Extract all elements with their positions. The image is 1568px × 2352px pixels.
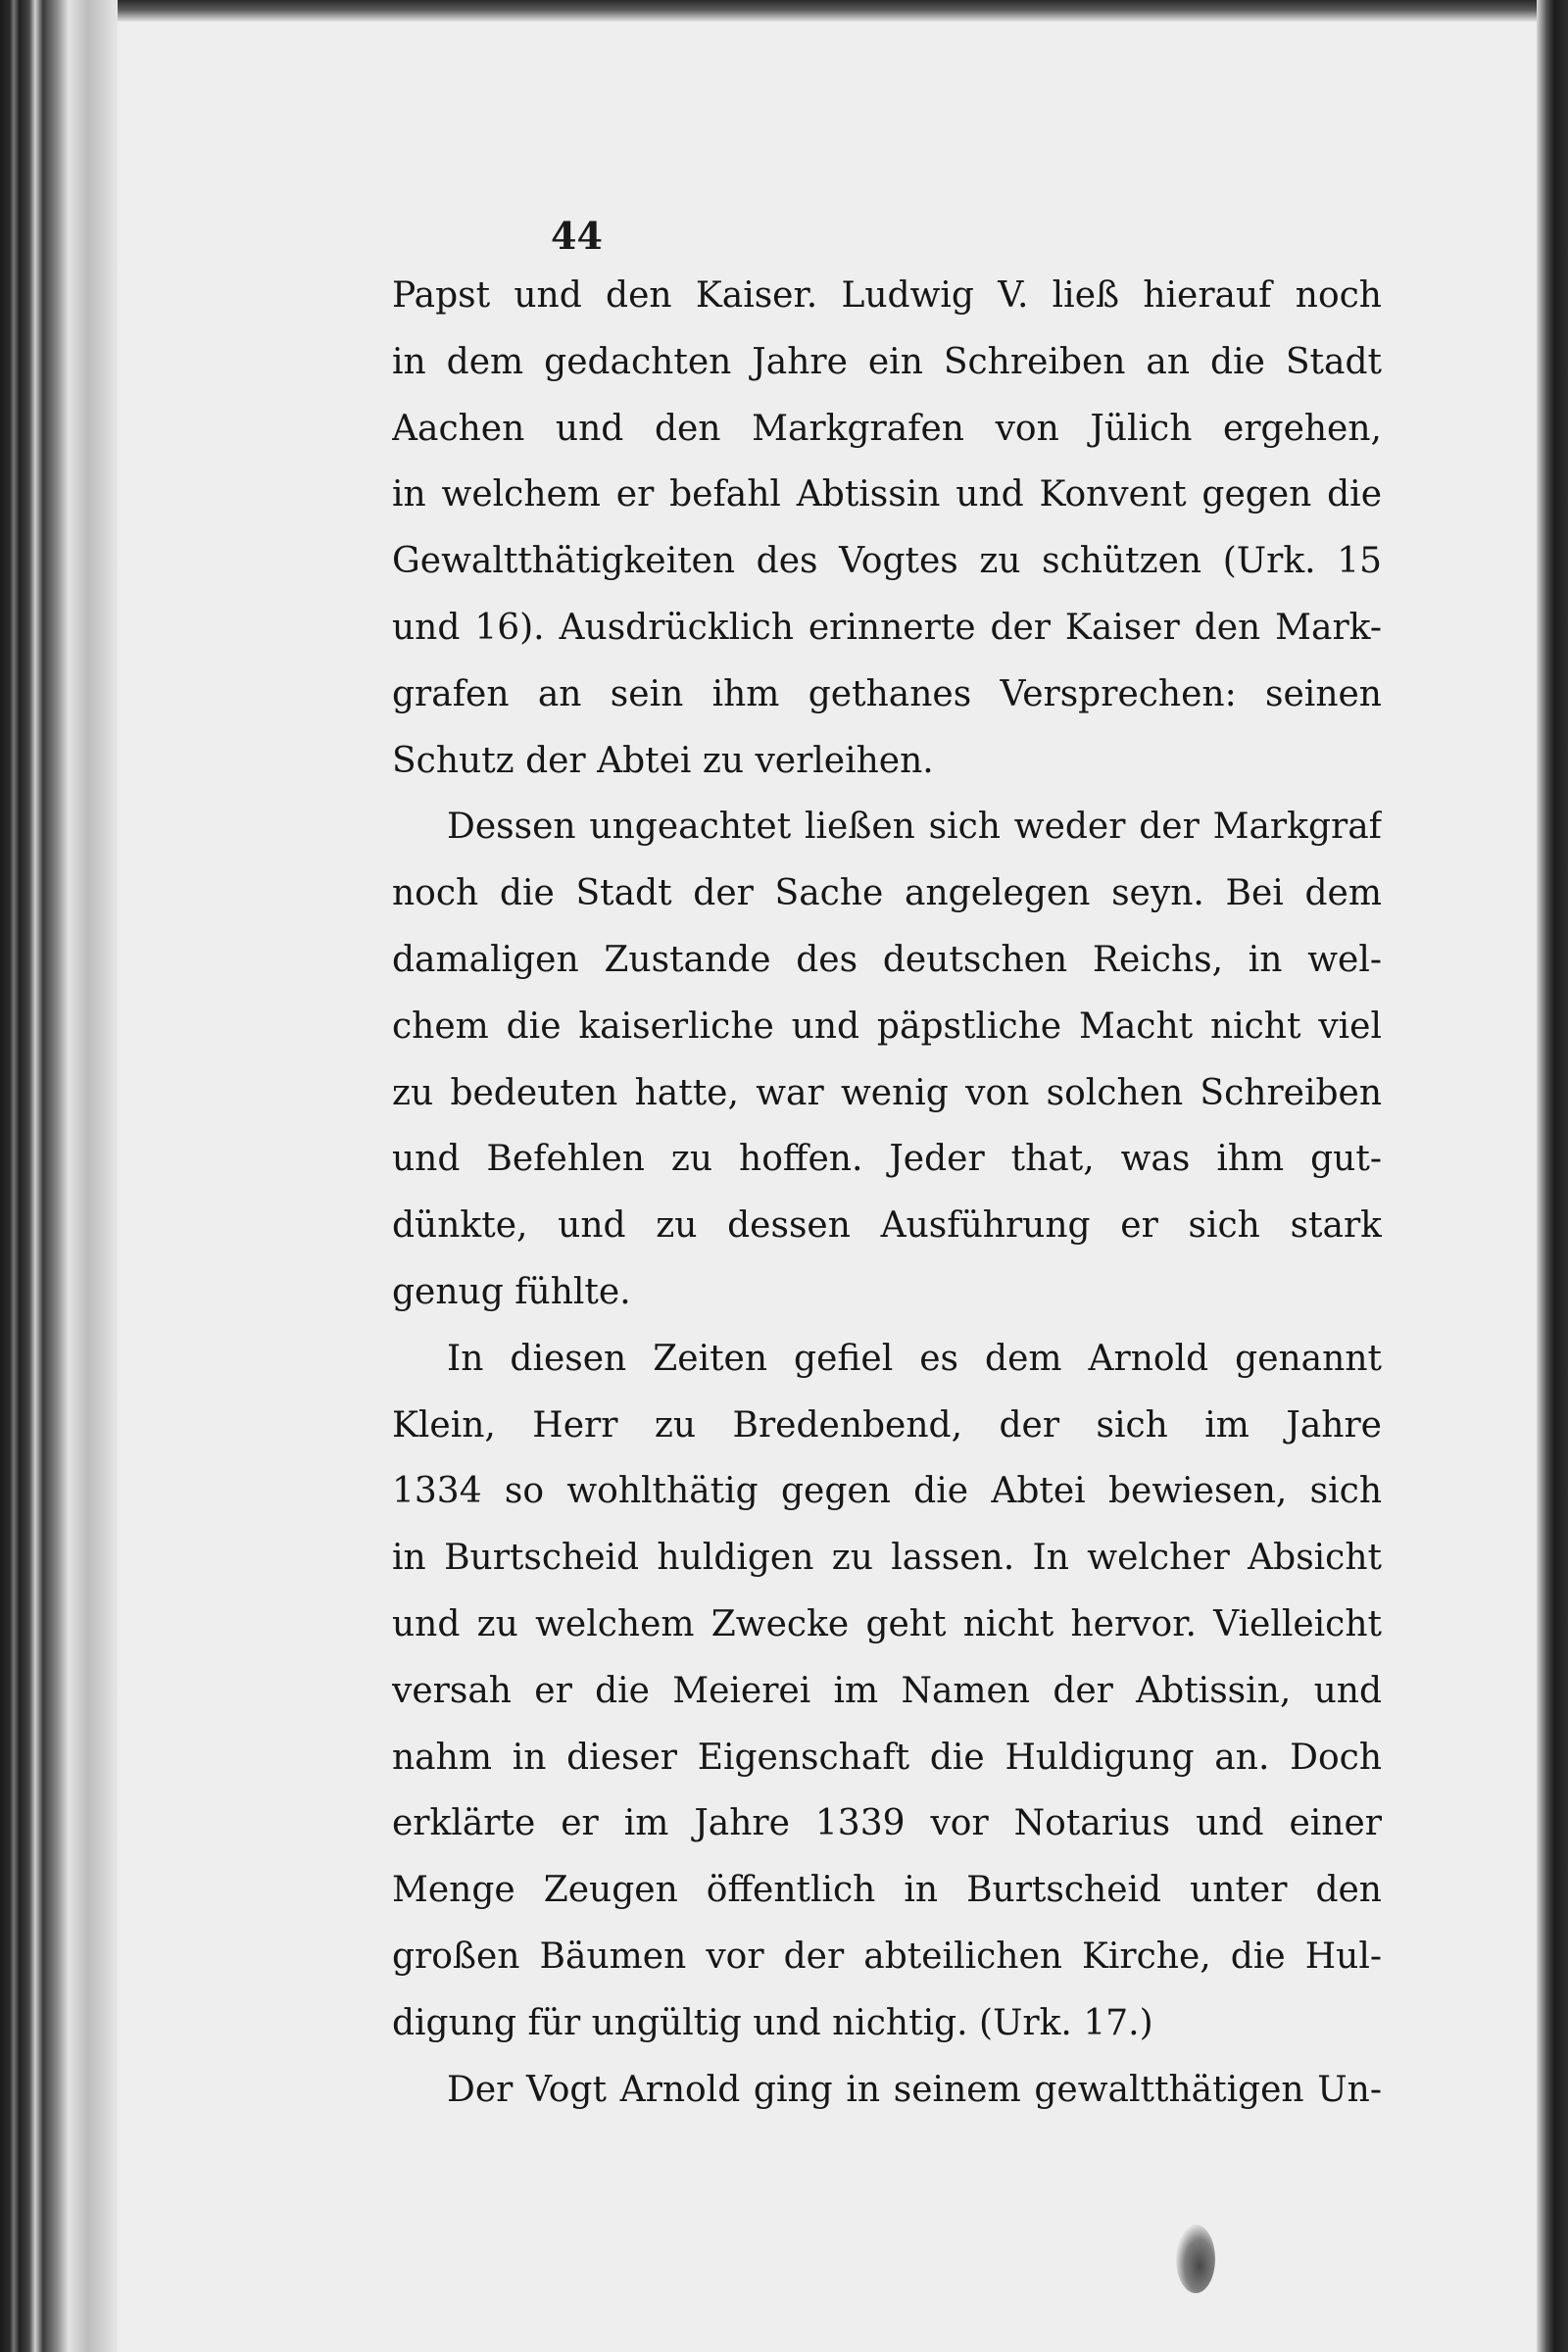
top-page-edge bbox=[118, 0, 1537, 22]
body-text bbox=[392, 263, 1382, 2123]
text-line: damaligen Zustande des deutschen Reichs, in wel- bbox=[392, 939, 1382, 980]
text-line: versah er die Meierei im Namen der Abtissin, und bbox=[392, 1670, 1382, 1711]
text-line: Dessen ungeachtet ließen sich weder der Markgraf bbox=[447, 807, 1382, 848]
text-line: chem die kaiserliche und päpstliche Macht nicht viel bbox=[392, 1005, 1382, 1047]
text-line: digung für ungültig und nichtig. (Urk. 17.) bbox=[392, 2002, 1153, 2043]
text-line: erklärte er im Jahre 1339 vor Notarius und einer bbox=[392, 1803, 1382, 1844]
text-line: großen Bäumen vor der abteilichen Kirche, die Hul- bbox=[392, 1936, 1382, 1977]
text-line: Aachen und den Markgrafen von Jülich ergehen, bbox=[392, 408, 1382, 449]
text-line: Der Vogt Arnold ging in seinem gewaltthätigen Un- bbox=[447, 2069, 1382, 2110]
page-number: 44 bbox=[551, 214, 603, 258]
text-line: dünkte, und zu dessen Ausführung er sich stark bbox=[392, 1205, 1382, 1247]
text-line: zu bedeuten hatte, war wenig von solchen Schreiben bbox=[392, 1072, 1382, 1113]
text-line: und zu welchem Zwecke geht nicht hervor. Vielleicht bbox=[392, 1603, 1382, 1644]
text-line: In diesen Zeiten gefiel es dem Arnold genannt bbox=[447, 1338, 1382, 1379]
text-line: grafen an sein ihm gethanes Versprechen: seinen bbox=[392, 673, 1382, 714]
text-line: und 16). Ausdrücklich erinnerte der Kaiser den Mark- bbox=[392, 607, 1382, 648]
text-line: nahm in dieser Eigenschaft die Huldigung an. Doch bbox=[392, 1737, 1382, 1778]
text-line: Gewaltthätigkeiten des Vogtes zu schützen (Urk. 15 bbox=[392, 541, 1382, 582]
scan-smudge bbox=[1176, 2225, 1215, 2293]
text-line: Schutz der Abtei zu verleihen. bbox=[392, 740, 934, 781]
text-line: Menge Zeugen öffentlich in Burtscheid unter den bbox=[392, 1870, 1382, 1911]
text-line: genug fühlte. bbox=[392, 1271, 631, 1312]
book-binding bbox=[0, 0, 118, 2352]
text-line: Klein, Herr zu Bredenbend, der sich im Jahre bbox=[392, 1404, 1382, 1446]
text-line: und Befehlen zu hoffen. Jeder that, was ihm gut- bbox=[392, 1139, 1382, 1180]
text-line: 1334 so wohlthätig gegen die Abtei bewiesen, sich bbox=[392, 1471, 1382, 1512]
text-line: in dem gedachten Jahre ein Schreiben an die Stadt bbox=[392, 341, 1382, 382]
text-line: noch die Stadt der Sache angelegen seyn. Bei dem bbox=[392, 873, 1382, 914]
text-line: Papst und den Kaiser. Ludwig V. ließ hierauf noch bbox=[392, 275, 1382, 316]
text-line: in Burtscheid huldigen zu lassen. In welcher Absicht bbox=[392, 1538, 1382, 1579]
text-line: in welchem er befahl Abtissin und Konvent gegen die bbox=[392, 474, 1382, 515]
right-page-edge bbox=[1537, 0, 1568, 2352]
